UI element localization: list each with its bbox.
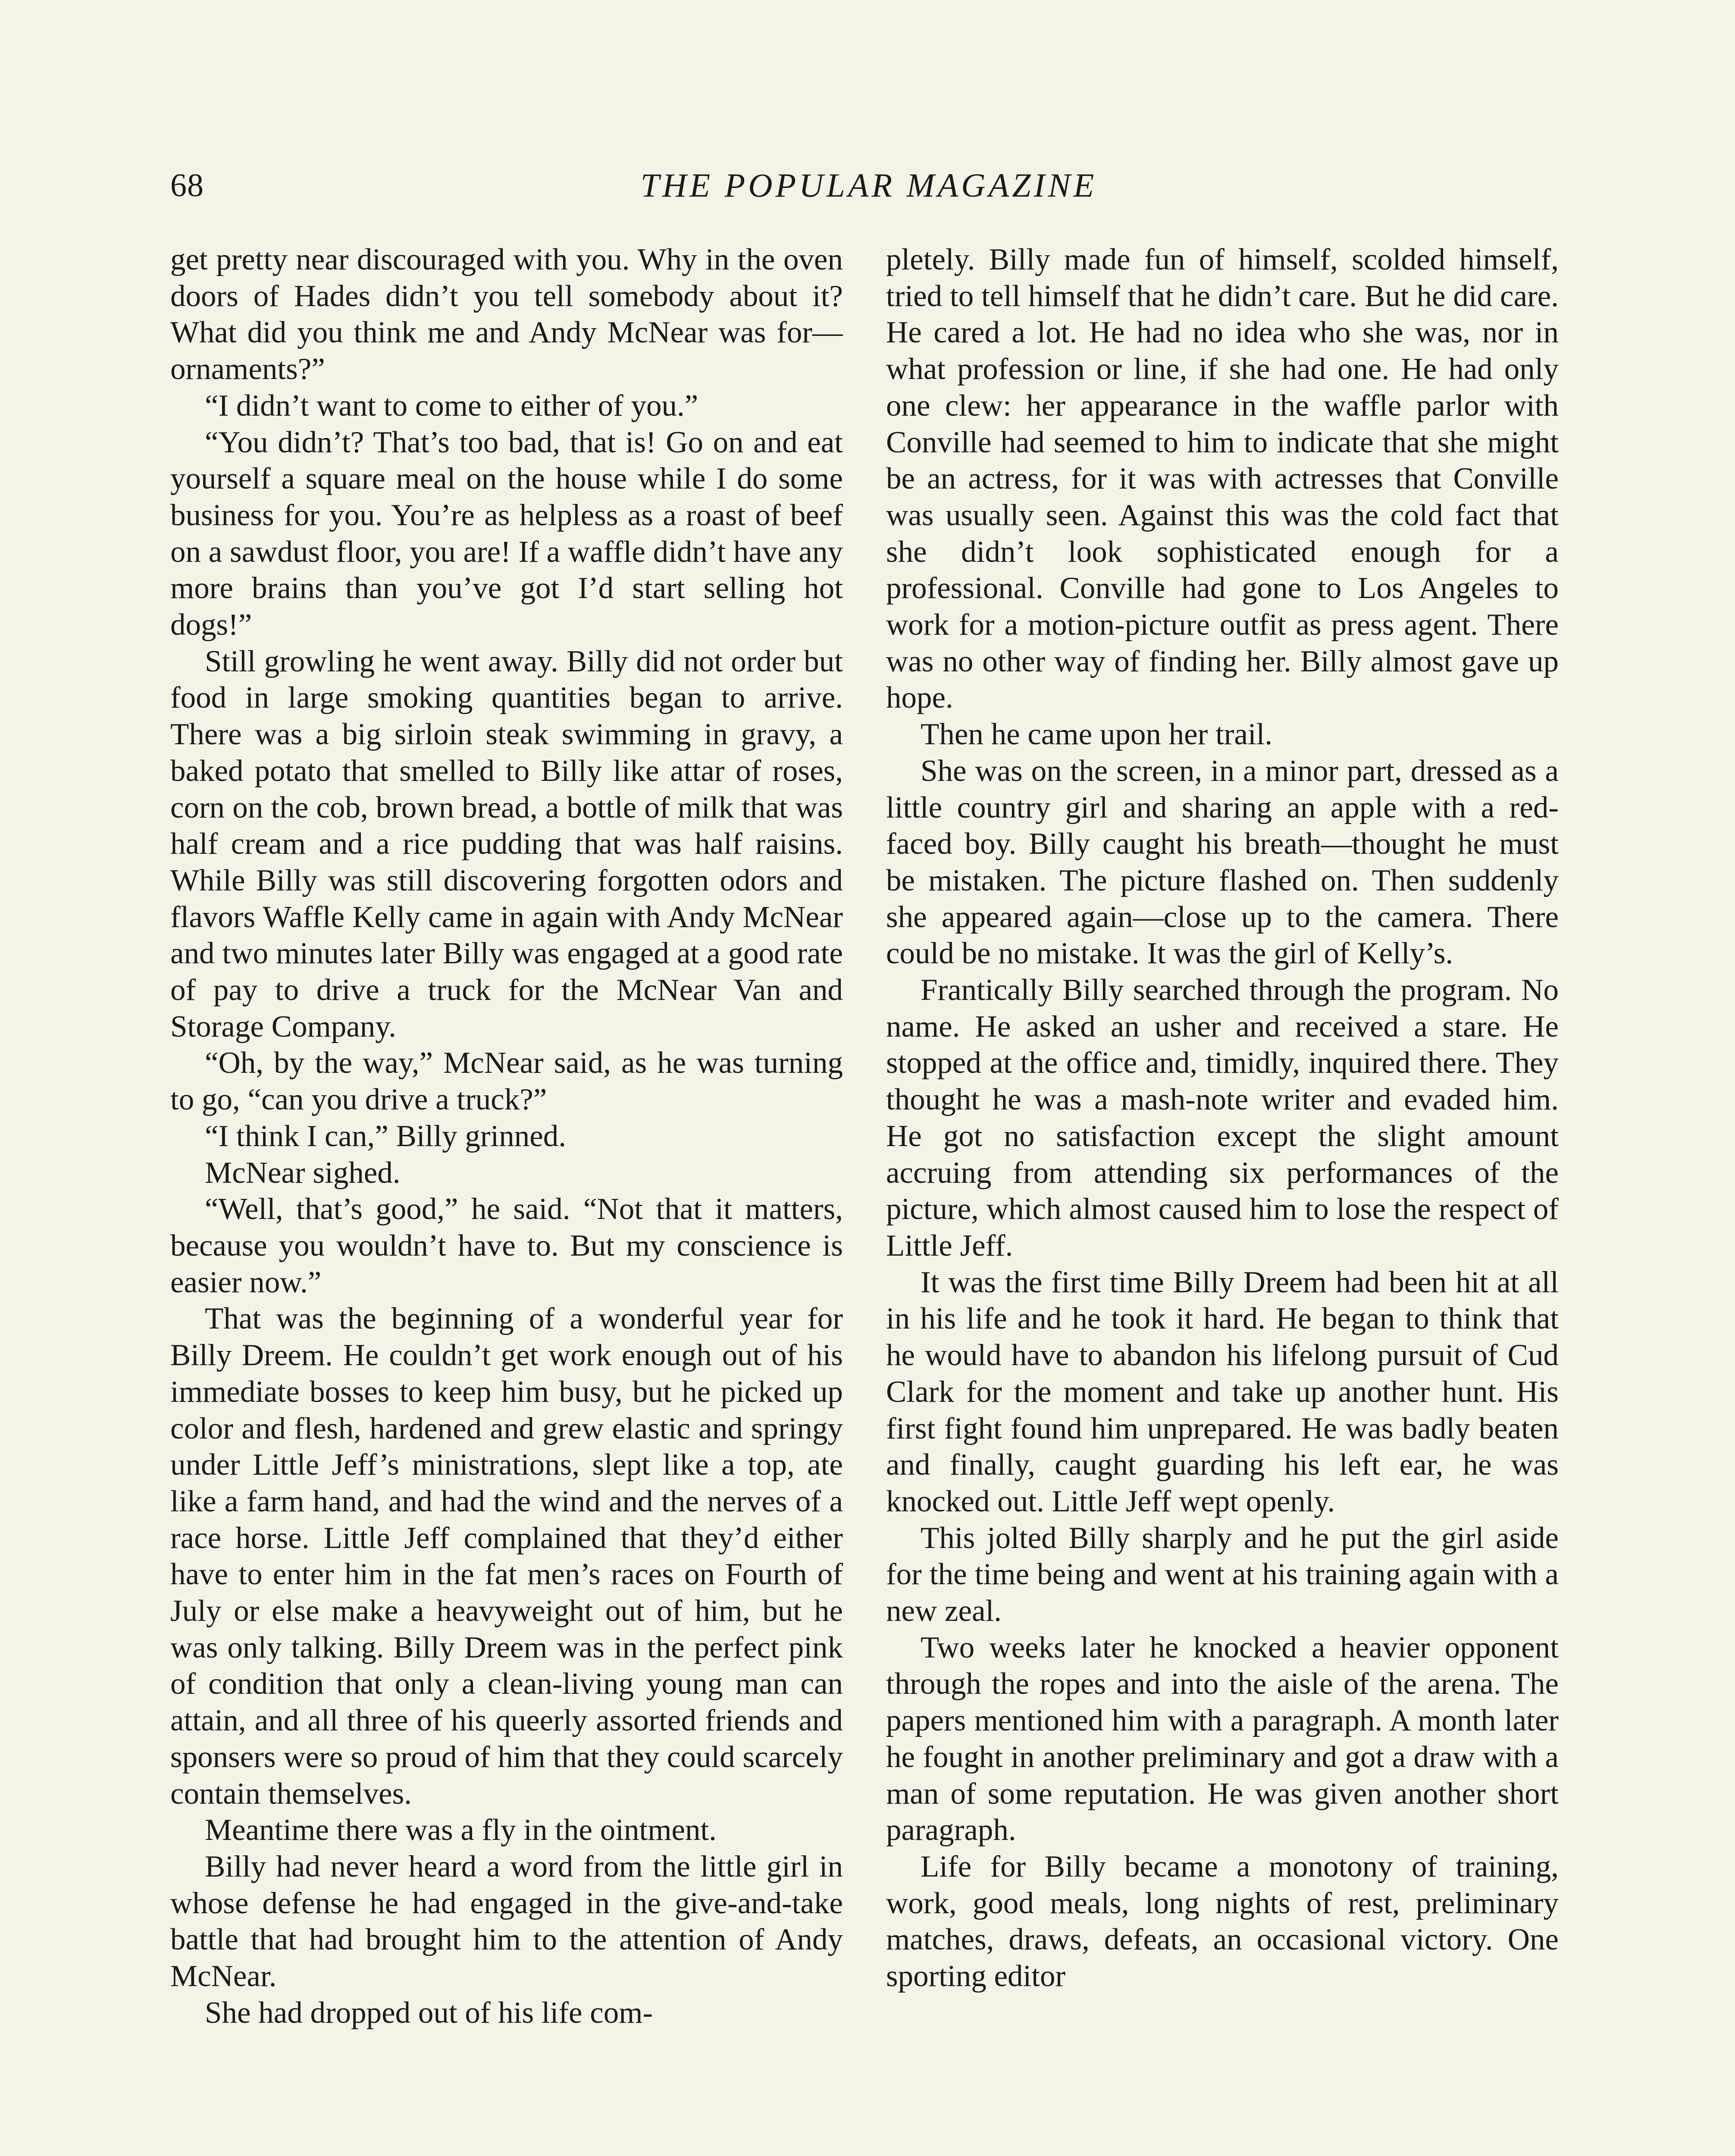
paragraph: Meantime there was a fly in the ointment. <box>205 1813 717 1847</box>
paragraph: pletely. Billy made fun of himself, scolded himself, tried to tell himself that he didn’t care. But he did care. He cared a lot. He had no idea who she was, nor in what profession or line, if she had one. He had only one clew: her appearance in the waffle parlor with Conville had seemed to him to indicate that she might be an actress, for it was with actresses that Conville was usually seen. Against this was the cold fact that she didn’t look sophisticated enough for a professional. Conville had gone to Los Angeles to work for a motion-picture outfit as press agent. There was no other way of finding her. Billy almost gave up hope. <box>886 243 1559 715</box>
paragraph: Still growling he went away. Billy did not order but food in large smoking quantities began to arrive. There was a big sirloin steak swimming in gravy, a baked potato that smelled to Billy like attar of roses, corn on the cob, brown bread, a bottle of milk that was half cream and a rice pudding that was half raisins. While Billy was still discovering forgotten odors and flavors Waffle Kelly came in again with Andy McNear and two minutes later Billy was engaged at a good rate of pay to drive a truck for the McNear Van and Storage Company. <box>170 644 843 1044</box>
paragraph: Two weeks later he knocked a heavier opponent through the ropes and into the aisle of the arena. The papers mentioned him with a paragraph. A month later he fought in another preliminary and got a draw with a man of some reputation. He was given another short paragraph. <box>886 1630 1559 1847</box>
paragraph: That was the beginning of a wonderful year for Billy Dreem. He couldn’t get work enough out of his immediate bosses to keep him busy, but he picked up color and flesh, hardened and grew elastic and springy under Little Jeff’s ministrations, slept like a top, ate like a farm hand, and had the wind and the nerves of a race horse. Little Jeff complained that they’d either have to enter him in the fat men’s races on Fourth of July or else make a heavyweight out of him, but he was only talking. Billy Dreem was in the perfect pink of condition that only a clean-living young man can attain, and all three of his queerly assorted friends and sponsers were so proud of him that they could scarcely contain themselves. <box>170 1302 843 1811</box>
paragraph: Then he came upon her trail. <box>921 718 1273 752</box>
paragraph: get pretty near discouraged with you. Why in the oven doors of Hades didn’t you tell somebody about it? What did you think me and Andy McNear was for—ornaments?” <box>170 243 843 386</box>
paragraph: “Well, that’s good,” he said. “Not that it matters, because you wouldn’t have to. But my conscience is easier now.” <box>170 1192 843 1299</box>
paragraph: McNear sighed. <box>205 1156 401 1190</box>
paragraph: She was on the screen, in a minor part, dressed as a little country girl and sharing an apple with a red-faced boy. Billy caught his breath—thought he must be mistaken. The picture flashed on. Then suddenly she appeared again—close up to the camera. There could be no mistake. It was the girl of Kelly’s. <box>886 754 1559 971</box>
paragraph: It was the first time Billy Dreem had been hit at all in his life and he took it hard. He began to think that he would have to abandon his lifelong pursuit of Cud Clark for the moment and take up another hunt. His first fight found him unprepared. He was badly beaten and finally, caught guarding his left ear, he was knocked out. Little Jeff wept openly. <box>886 1265 1559 1518</box>
paragraph: Frantically Billy searched through the program. No name. He asked an usher and received a stare. He stopped at the office and, timidly, inquired there. They thought he was a mash-note writer and evaded him. He got no satisfaction except the slight amount accruing from attending six performances of the picture, which almost caused him to lose the respect of Little Jeff. <box>886 973 1559 1263</box>
paragraph: “I didn’t want to come to either of you.” <box>205 389 698 423</box>
paragraph: She had dropped out of his life com- <box>205 1996 653 2030</box>
paragraph: Life for Billy became a monotony of training, work, good meals, long nights of rest, preliminary matches, draws, defeats, an occasional victory. One sporting editor <box>886 1849 1559 1993</box>
paragraph: “You didn’t? That’s too bad, that is! Go on and eat yourself a square meal on the house while I do some business for you. You’re as helpless as a roast of beef on a sawdust floor, you are! If a waffle didn’t have any more brains than you’ve got I’d start selling hot dogs!” <box>170 425 843 642</box>
paragraph: “I think I can,” Billy grinned. <box>205 1119 566 1153</box>
paragraph: This jolted Billy sharply and he put the girl aside for the time being and went at his training again with a new zeal. <box>886 1521 1559 1628</box>
left-column <box>170 241 843 2156</box>
text-columns <box>170 241 1567 2156</box>
right-column <box>886 241 1559 2156</box>
paragraph: Billy had never heard a word from the little girl in whose defense he had engaged in the give-and-take battle that had brought him to the attention of Andy McNear. <box>170 1849 843 1993</box>
page-header <box>170 162 1567 209</box>
page-number: 68 <box>170 167 204 204</box>
paragraph: “Oh, by the way,” McNear said, as he was turning to go, “can you drive a truck?” <box>170 1046 843 1117</box>
running-title: THE POPULAR MAGAZINE <box>640 166 1097 204</box>
